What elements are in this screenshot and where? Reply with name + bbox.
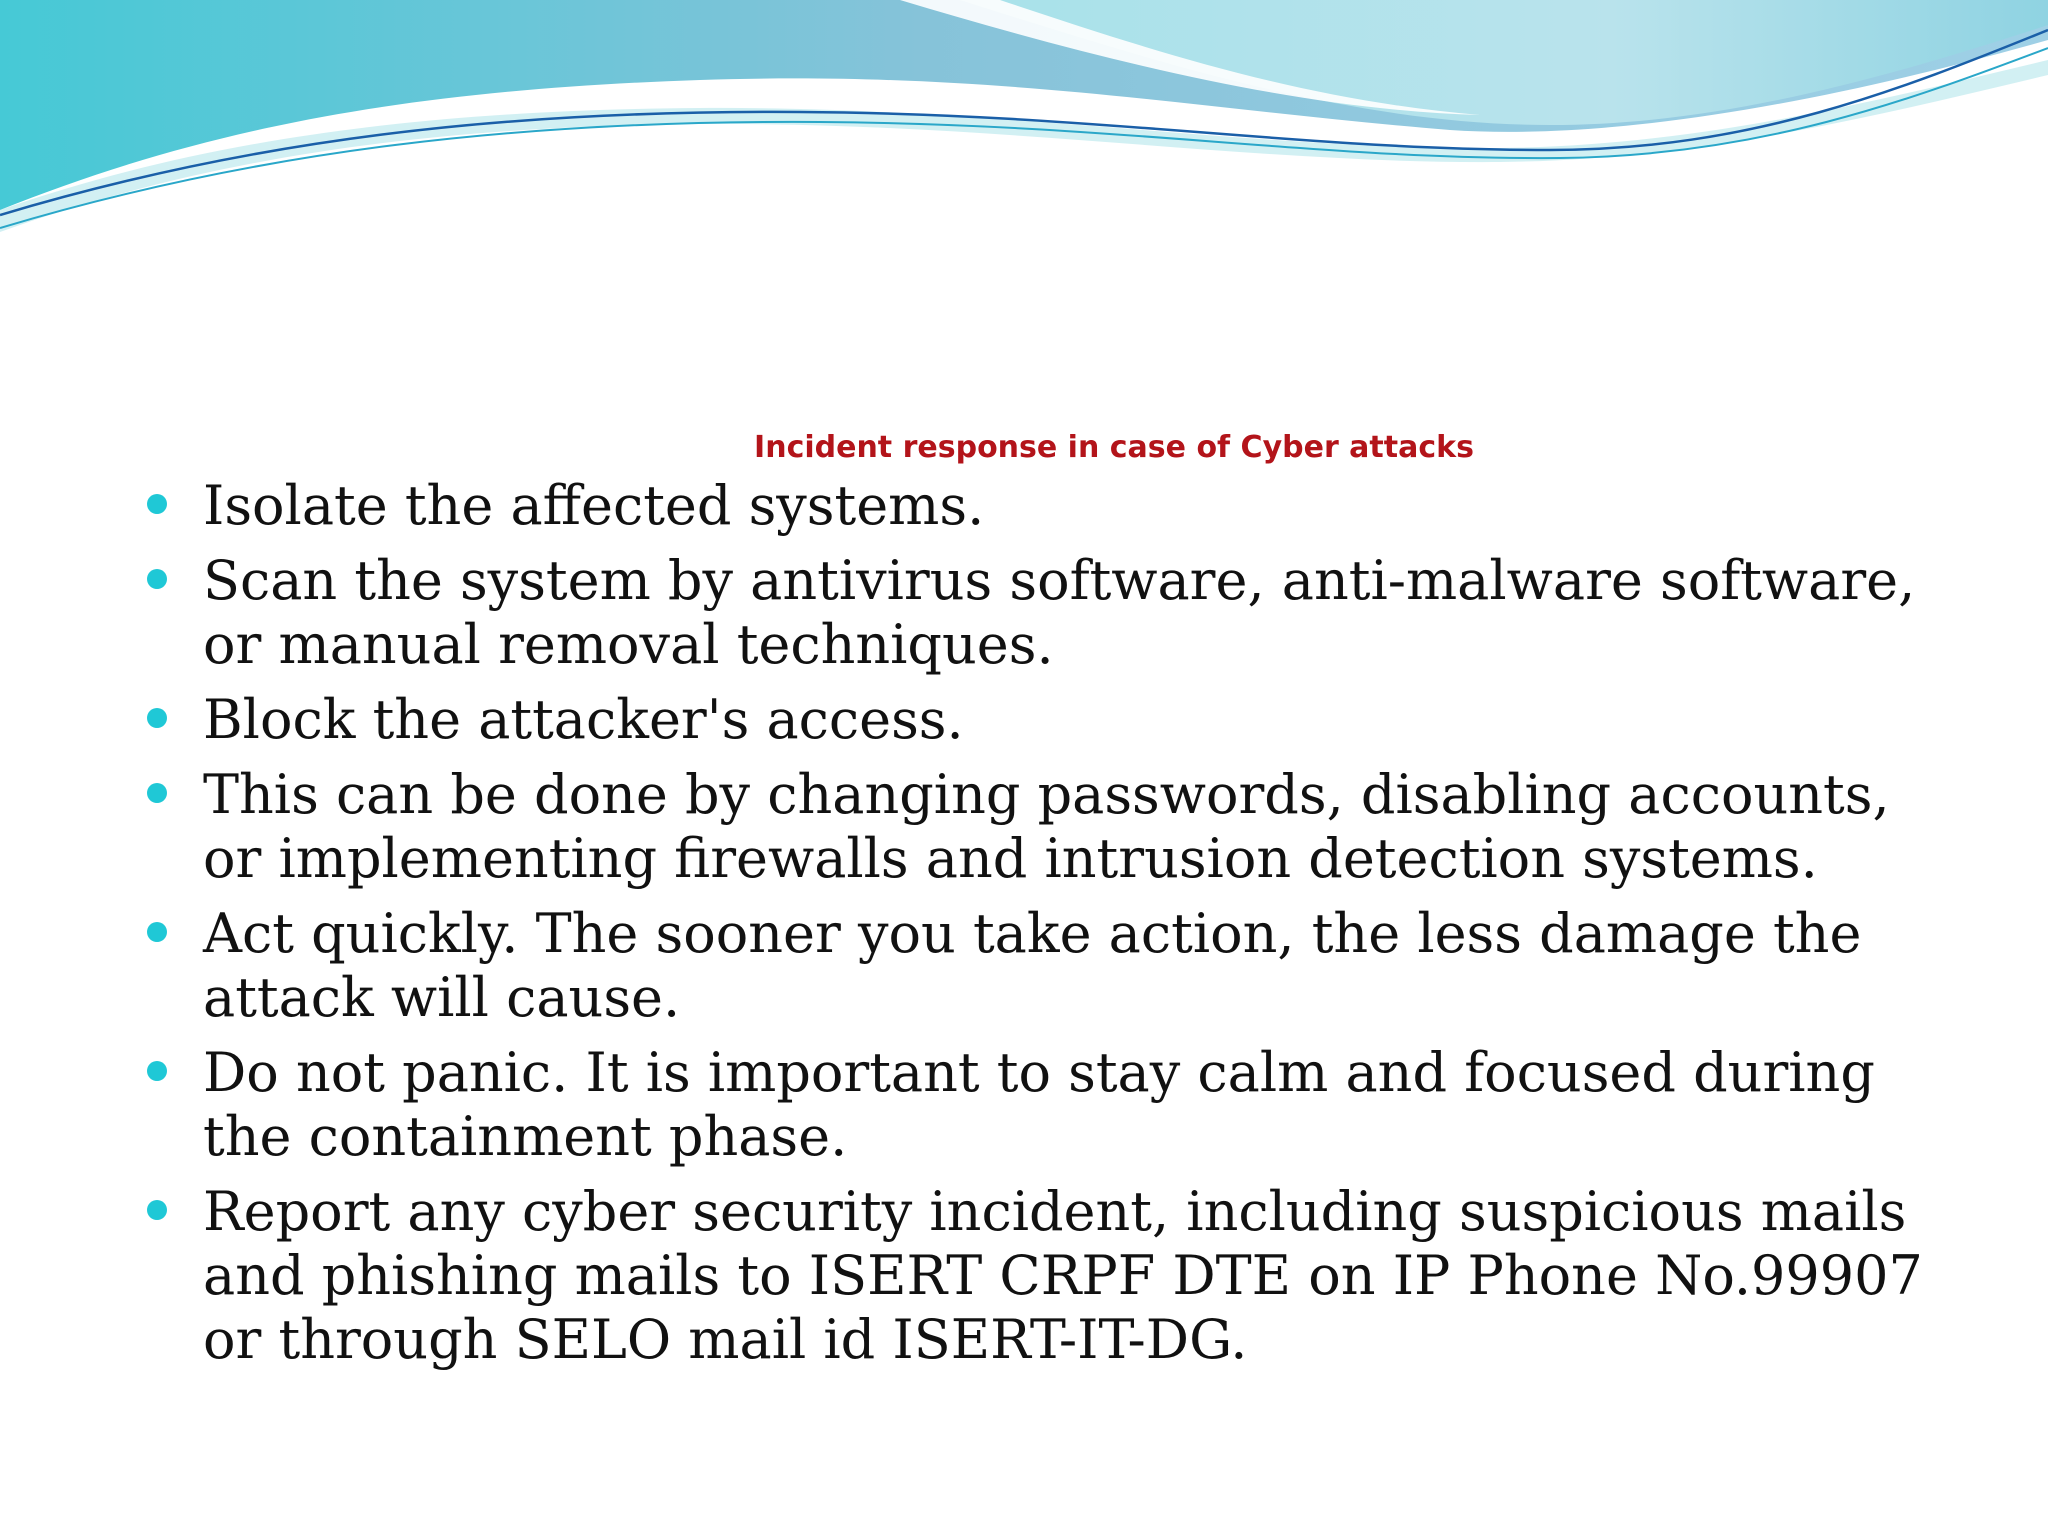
bullet-text: This can be done by changing passwords, disabling accounts, or implementing firewalls and intrusion detection systems.: [203, 763, 1890, 890]
bullet-icon: [147, 494, 167, 514]
bullet-icon: [147, 1061, 167, 1081]
bullet-text: Do not panic. It is important to stay calm and focused during the containment phase.: [203, 1041, 1875, 1168]
list-item: [140, 1041, 1940, 1169]
bullet-icon: [147, 783, 167, 803]
bullet-icon: [147, 922, 167, 942]
bullet-text: Scan the system by antivirus software, anti-malware software, or manual removal techniques.: [203, 549, 1916, 676]
list-item: [140, 763, 1940, 891]
list-item: [140, 1180, 1940, 1372]
bullet-text: Report any cyber security incident, including suspicious mails and phishing mails to ISERT CRPF DTE on IP Phone No.99907 or through SELO mail id ISERT-IT-DG.: [203, 1180, 1923, 1371]
list-item: [140, 549, 1940, 677]
slide-title: Incident response in case of Cyber attacks: [754, 430, 1474, 465]
list-item: [140, 688, 1940, 752]
list-item: [140, 474, 1940, 538]
header-wave-decoration: [0, 0, 2048, 260]
bullet-icon: [147, 708, 167, 728]
bullet-text: Act quickly. The sooner you take action, the less damage the attack will cause.: [203, 902, 1862, 1029]
bullet-list: [140, 474, 1940, 1383]
bullet-text: Block the attacker's access.: [203, 688, 964, 751]
list-item: [140, 902, 1940, 1030]
bullet-icon: [147, 569, 167, 589]
bullet-text: Isolate the affected systems.: [203, 474, 985, 537]
bullet-icon: [147, 1200, 167, 1220]
